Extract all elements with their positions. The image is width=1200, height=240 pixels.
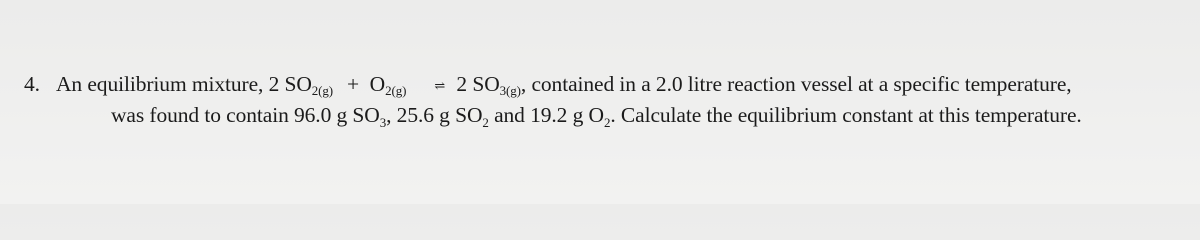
line2-text-1: was found to contain 96.0 g SO	[111, 103, 380, 127]
oxygen-formula: O	[369, 72, 386, 96]
o2-subscript: 2	[603, 115, 611, 130]
line2-text-4: . Calculate the equilibrium constant at this temperature.	[610, 103, 1082, 127]
line2-text-2: , 25.6 g SO	[386, 103, 483, 127]
product-formula: 2 SO	[456, 72, 500, 96]
question-line-1	[24, 70, 1194, 101]
line2-text-3: and 19.2 g O	[488, 103, 604, 127]
so2-state-subscript: 2(g)	[311, 83, 334, 98]
equilibrium-arrow-icon: ⇌	[434, 78, 446, 93]
o2-state-subscript: 2(g)	[385, 83, 407, 98]
so3-subscript: 3	[379, 115, 387, 130]
so3-state-subscript: 3(g)	[499, 83, 521, 98]
intro-text: An equilibrium mixture, 2 SO	[56, 72, 312, 96]
question-text	[24, 70, 1194, 130]
so2-subscript: 2	[482, 115, 489, 130]
question-number: 4.	[24, 72, 40, 96]
question-line-2	[24, 101, 1194, 130]
plus-sign: +	[347, 72, 360, 96]
line1-rest: , contained in a 2.0 litre reaction vessel at a specific temperature,	[520, 72, 1072, 96]
